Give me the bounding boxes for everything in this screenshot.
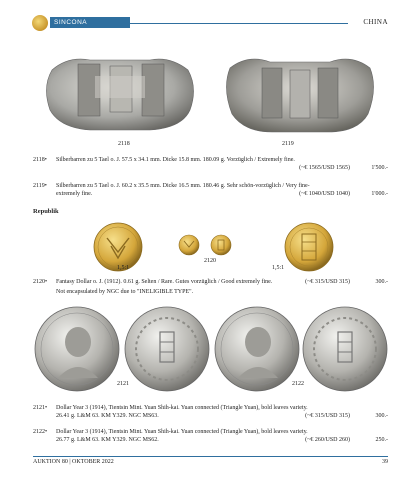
- silver-ingot-2119-image: [220, 44, 380, 139]
- lot-2122: [33, 428, 388, 444]
- lot-note: Not encapsulated by NGC due to "INELIGIBLE TYPE".: [56, 289, 194, 295]
- gold-coin-small-obverse-image: [178, 234, 200, 256]
- lot-price: 1'500.-: [371, 165, 388, 171]
- lot-description: Dollar Year 3 (1914), Tientsin Mint. Yuan Shih-kai. Yuan connected (Triangle Yuan), bold leaves variety. 26.77 g. L&M 63. KM Y329. NGC MS62.: [56, 429, 308, 443]
- lot-estimate: (~€ 315/USD 315): [305, 413, 350, 419]
- lot-price: 250.-: [375, 437, 388, 443]
- gold-coin-reverse-image: [284, 222, 334, 272]
- lot-2119: [33, 182, 388, 198]
- scale-left: 1,5:1: [117, 265, 130, 271]
- section-label: CHINA: [363, 18, 388, 26]
- lot-number: 2119•: [33, 183, 47, 189]
- lot-price: 300.-: [375, 279, 388, 285]
- section-title: Republik: [33, 208, 59, 215]
- scale-right: 1,5:1: [272, 265, 285, 271]
- lot-description: Dollar Year 3 (1914), Tientsin Mint. Yuan Shih-kai. Yuan connected (Triangle Yuan), bold leaves variety. 26.41 g. L&M 63. KM Y329. NGC MS63.: [56, 405, 308, 419]
- lot-price: 300.-: [375, 413, 388, 419]
- footer-auction-label: AUKTION 80 | OKTOBER 2022: [33, 459, 114, 465]
- header-rule: [130, 23, 348, 24]
- caption-2120: 2120: [204, 258, 216, 264]
- silver-ingot-2118-image: [40, 42, 200, 137]
- silver-dollar-2122-reverse-image: [302, 306, 388, 392]
- lot-2118: [33, 156, 388, 172]
- silver-dollar-2121-obverse-image: [34, 306, 120, 392]
- lot-number: 2120•: [33, 279, 48, 285]
- lot-estimate: (~€ 1040/USD 1040): [299, 191, 350, 197]
- lot-description: Fantasy Dollar o. J. (1912). 0.61 g. Selten / Rare. Gutes vorzüglich / Good extremely fine.: [56, 279, 273, 285]
- silver-dollar-2122-obverse-image: [214, 306, 300, 392]
- lot-description: Silberbarren zu 5 Tael o. J. 60.2 x 35.5 mm. Dicke 16.5 mm. 180.46 g. Sehr schön-vorzüglich / Very fine-extremely fine.: [56, 183, 310, 197]
- lot-2121: [33, 404, 388, 420]
- lot-number: 2118•: [33, 157, 47, 163]
- lot-number: 2121•: [33, 405, 48, 411]
- lot-estimate: (~€ 315/USD 315): [305, 279, 350, 285]
- caption-2122: 2122: [292, 381, 304, 387]
- lot-number: 2122•: [33, 429, 48, 435]
- lot-description: Silberbarren zu 5 Tael o. J. 57.5 x 34.1 mm. Dicke 15.8 mm. 180.09 g. Vorzüglich / Extremely fine.: [56, 157, 295, 163]
- lot-estimate: (~€ 1565/USD 1565): [299, 165, 350, 171]
- caption-2121: 2121: [117, 381, 129, 387]
- gold-coin-small-reverse-image: [210, 234, 232, 256]
- coin-logo-icon: [32, 15, 48, 31]
- lot-2120: [33, 278, 388, 294]
- page-footer: [33, 456, 388, 465]
- lot-estimate: (~€ 260/USD 260): [305, 437, 350, 443]
- silver-dollar-2121-reverse-image: [124, 306, 210, 392]
- caption-2119: 2119: [282, 141, 294, 147]
- page-number: 39: [382, 459, 388, 465]
- brand-label: SINCONA: [50, 17, 130, 28]
- page-header: [32, 15, 388, 31]
- lot-price: 1'000.-: [371, 191, 388, 197]
- caption-2118: 2118: [118, 141, 130, 147]
